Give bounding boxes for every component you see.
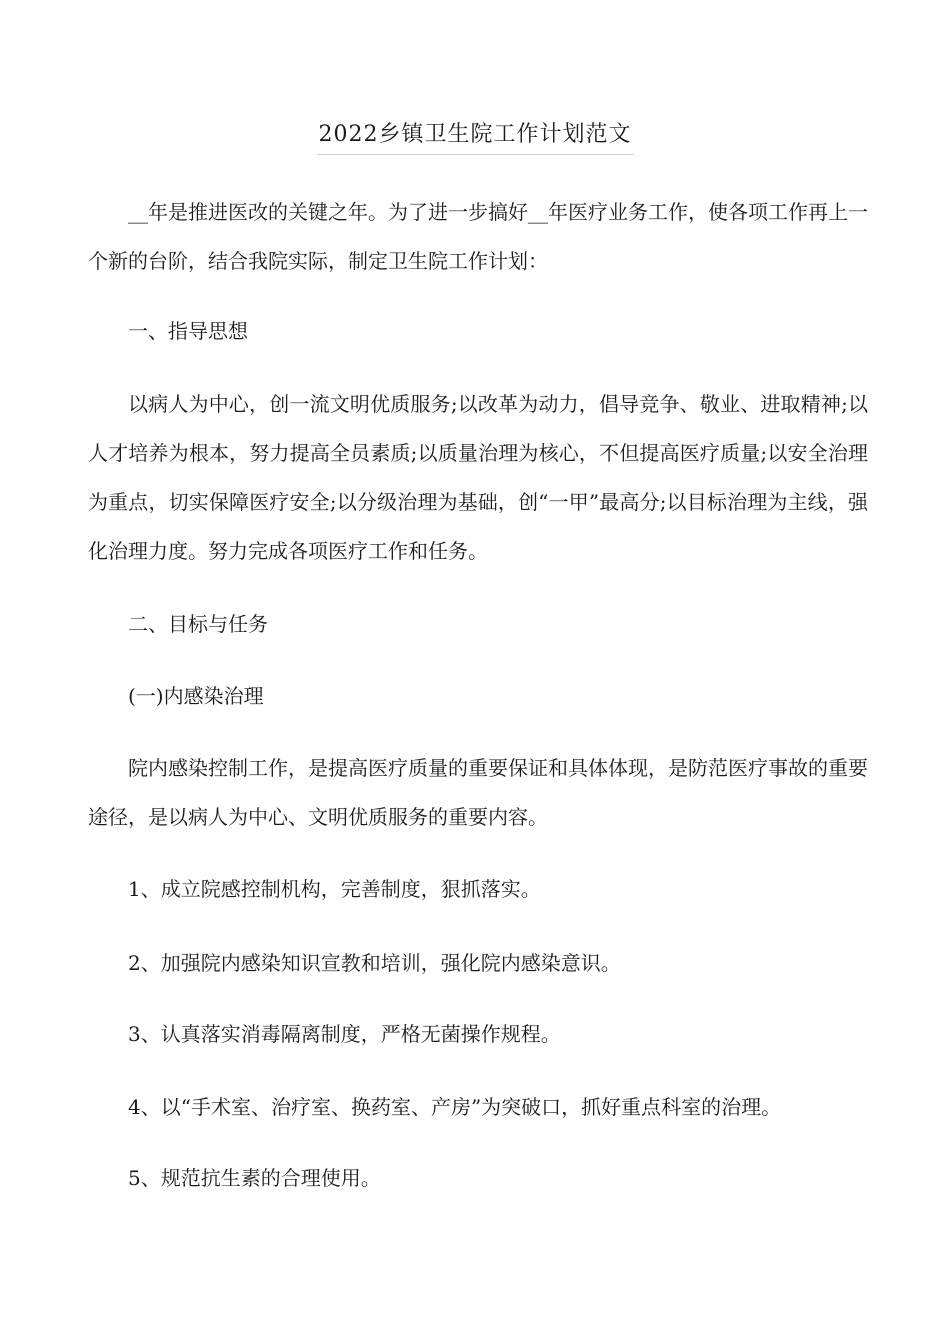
list-item: 4、以“手术室、治疗室、换药室、产房”为突破口，抓好重点科室的治理。 — [128, 1095, 782, 1119]
list-item: 1、成立院感控制机构，完善制度，狠抓落实。 — [128, 877, 541, 901]
intro-paragraph: __年是推进医改的关键之年。为了进一步搞好__年医疗业务工作，使各项工作再上一个新的台阶，结合我院实际，制定卫生院工作计划： — [88, 200, 868, 273]
infection-control-paragraph: 院内感染控制工作，是提高医疗质量的重要保证和具体体现，是防范医疗事故的重要途径，是以病人为中心、文明优质服务的重要内容。 — [88, 756, 868, 829]
section-heading-goals-tasks: 二、目标与任务 — [128, 612, 268, 636]
guiding-ideology-paragraph: 以病人为中心，创一流文明优质服务;以改革为动力，倡导竞争、敬业、进取精神;以人才培养为根本，努力提高全员素质;以质量治理为核心，不但提高医疗质量;以安全治理为重点，切实保障医疗安全;以分级治理为基础，创“一甲”最高分;以目标治理为主线，强化治理力度。努力完成各项医疗工作和任务。 — [88, 392, 868, 563]
list-item: 3、认真落实消毒隔离制度，严格无菌操作规程。 — [128, 1022, 561, 1046]
list-item: 2、加强院内感染知识宣教和培训，强化院内感染意识。 — [128, 951, 621, 975]
document-title: 2022乡镇卫生院工作计划范文 — [317, 118, 634, 155]
list-item: 5、规范抗生素的合理使用。 — [128, 1166, 381, 1190]
subsection-heading-infection-control: (一)内感染治理 — [128, 684, 264, 708]
section-heading-guiding-ideology: 一、指导思想 — [128, 319, 248, 343]
title-container — [0, 118, 950, 155]
